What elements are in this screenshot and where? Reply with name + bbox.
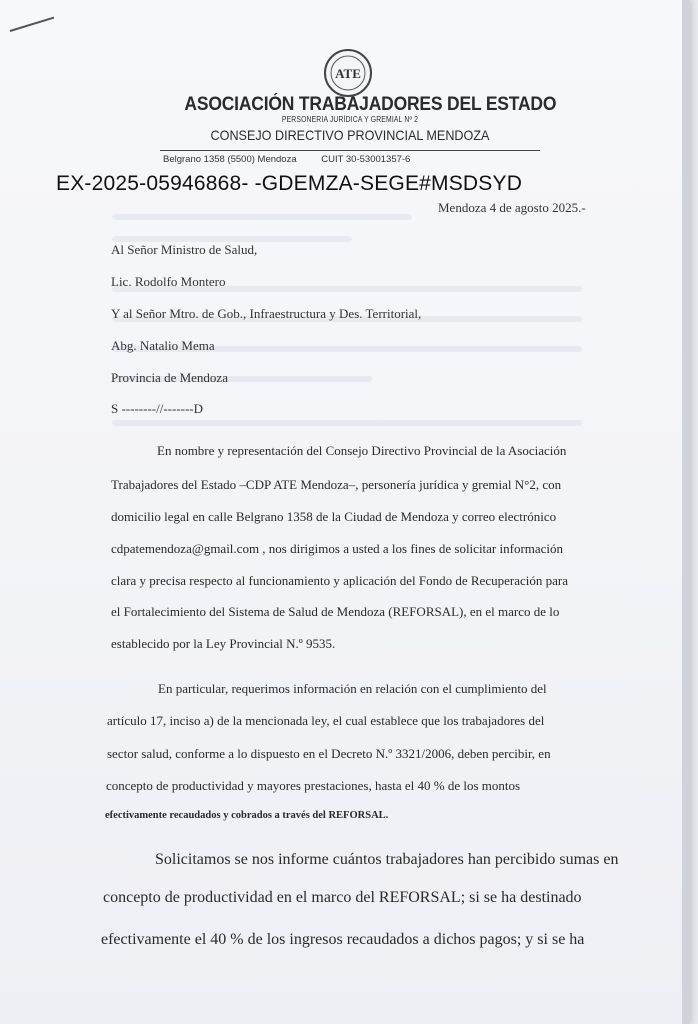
paragraph3-line: concepto de productividad en el marco del REFORSAL; si se ha destinado [103,889,582,906]
paragraph1-line: cdpatemendoza@gmail.com , nos dirigimos a usted a los fines de solicitar información [111,541,564,556]
letter-date: Mendoza 4 de agosto 2025.- [438,200,586,215]
addressee-line: Abg. Natalio Mema [111,338,215,353]
addressee-line: Lic. Rodolfo Montero [111,274,226,289]
paragraph1-line: establecido por la Ley Provincial N.º 9535. [111,636,336,651]
addressee-salutation: S --------//-------D [111,401,204,416]
paragraph3-line: efectivamente el 40 % de los ingresos recaudados a dichos pagos; y si se ha [101,931,585,948]
paragraph2-line: En particular, requerimos información en relación con el cumplimiento del [158,681,547,696]
org-address-line [163,154,410,165]
paragraph1-line: clara y precisa respecto al funcionamiento y aplicación del Fondo de Recuperación para [111,573,568,588]
paragraph2-line-bold: efectivamente recaudados y cobrados a través del REFORSAL. [105,810,389,821]
expediente-number: EX-2025-05946868- -GDEMZA-SEGE#MSDSYD [56,172,523,195]
paragraph1-line: domicilio legal en calle Belgrano 1358 de la Ciudad de Mendoza y correo electrónico [111,509,557,524]
show-through-mark [112,420,582,426]
paragraph2-line: sector salud, conforme a lo dispuesto en el Decreto N.º 3321/2006, deben percibir, en [107,746,551,761]
pen-mark [10,17,55,32]
page-edge [682,0,690,1024]
paragraph2-line: artículo 17, inciso a) de la mencionada ley, el cual establece que los trabajadores del [107,713,545,728]
org-cuit: CUIT 30-53001357-6 [321,154,411,165]
paragraph2-line: concepto de productividad y mayores prestaciones, hasta el 40 % de los montos [106,778,521,793]
paragraph1-line: Trabajadores del Estado –CDP ATE Mendoza–, personería jurídica y gremial N°2, con [111,477,562,492]
addressee-line: Y al Señor Mtro. de Gob., Infraestructura y Des. Territorial, [111,306,422,321]
paragraph3-line: Solicitamos se nos informe cuántos trabajadores han percibido sumas en [155,851,619,868]
org-consejo: CONSEJO DIRECTIVO PROVINCIAL MENDOZA [210,127,490,143]
org-address: Belgrano 1358 (5500) Mendoza [163,154,297,165]
ate-logo [323,48,373,98]
org-personeria: PERSONERIA JURÍDICA Y GREMIAL Nº 2 [281,115,419,124]
org-name: ASOCIACIÓN TRABAJADORES DEL ESTADO [184,94,557,115]
show-through-mark [112,214,412,220]
paragraph1-line: En nombre y representación del Consejo Directivo Provincial de la Asociación [157,443,567,458]
addressee-line: Al Señor Ministro de Salud, [111,242,258,257]
paragraph1-line: el Fortalecimiento del Sistema de Salud de Mendoza (REFORSAL), en el marco de lo [111,604,560,619]
letterhead-divider [160,150,540,151]
logo-text: ATE [335,66,361,81]
addressee-line: Provincia de Mendoza [111,370,228,385]
